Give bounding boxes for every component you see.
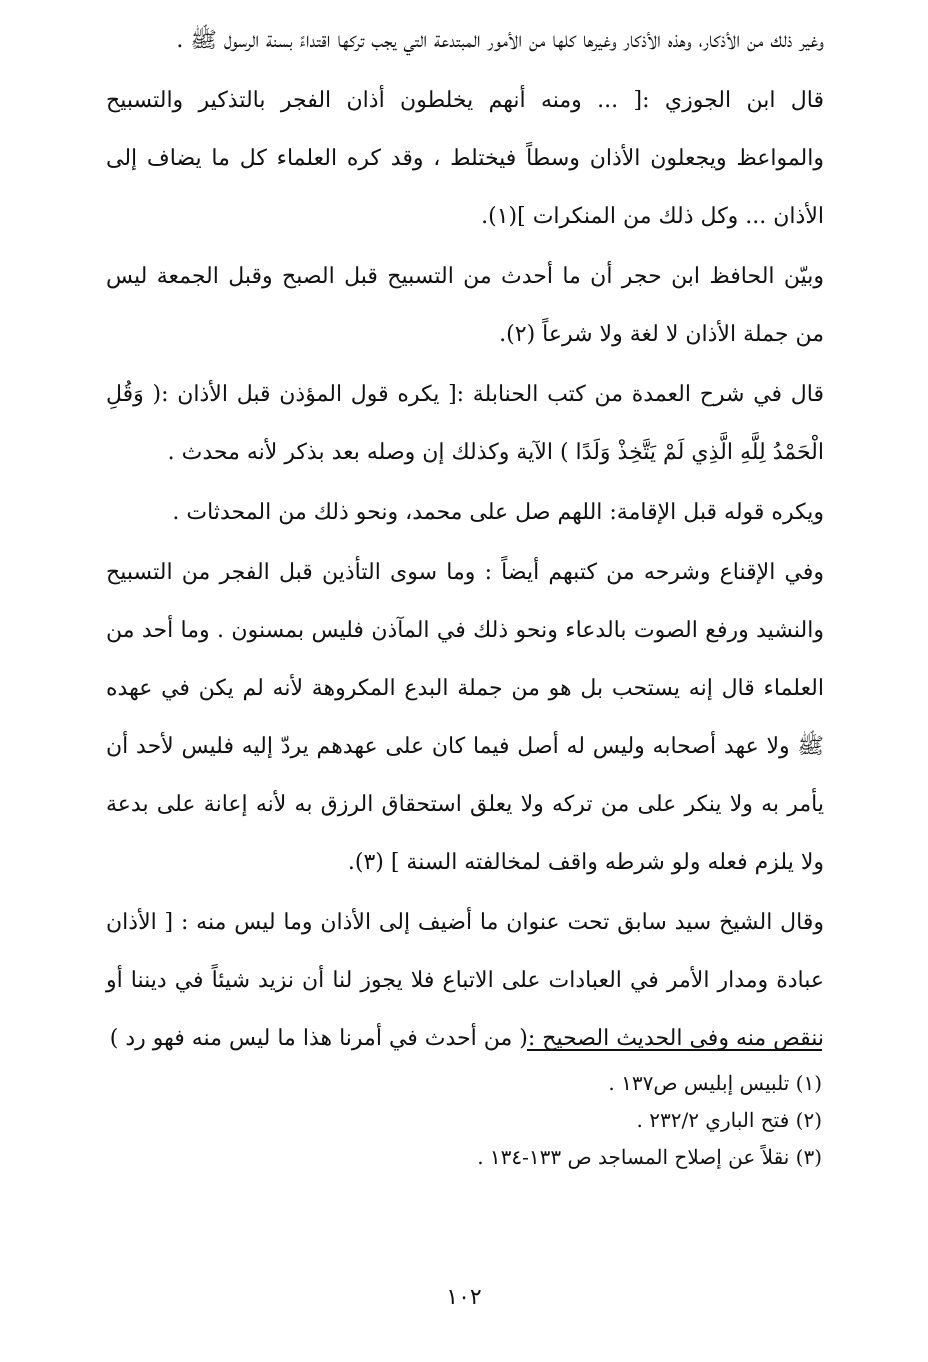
footnotes bbox=[106, 1065, 822, 1176]
paragraph-3: وبيّن الحافظ ابن حجر أن ما أحدث من التسبيح قبل الصبح وقبل الجمعة ليس من جملة الأذان لا لغة ولا شرعاً (٢). bbox=[106, 264, 824, 347]
footnote-2: (٢) فتح الباري ٢٣٢/٢ . bbox=[636, 1108, 822, 1132]
footnote-1: (١) تلبيس إبليس ص١٣٧ . bbox=[608, 1071, 822, 1095]
footnote-3: (٣) نقلاً عن إصلاح المساجد ص ١٣٣-١٣٤ . bbox=[477, 1145, 822, 1169]
paragraph-7: وقال الشيخ سيد سابق تحت عنوان ما أضيف إلى الأذان وما ليس منه : [ الأذان عبادة ومدار الأمر في العبادات على الاتباع فلا يجوز لنا أن نزيد شيئاً في ديننا أو ننقص منه وفي الحديث الصحيح :( من أحدث في أمرنا هذا ما ليس منه فهو رد ) bbox=[106, 910, 824, 1051]
main-text bbox=[106, 12, 824, 1070]
paragraph-6: وفي الإقناع وشرحه من كتبهم أيضاً : وما سوى التأذين قبل الفجر من التسبيح والنشيد ورفع الصوت بالدعاء ونحو ذلك في المآذن فليس بمسنون . وما أحد من العلماء قال إنه يستحب بل هو من جملة البدع المكروهة لأنه لم يكن في عهده ﷺ ولا عهد أصحابه وليس له أصل فيما كان على عهدهم يردّ إليه فليس لأحد أن يأمر به ولا ينكر على من تركه ولا يعلق استحقاق الرزق به لأنه إعانة على بدعة ولا يلزم فعله ولو شرطه واقف لمخالفته السنة ] (٣). bbox=[106, 560, 824, 875]
paragraph-1: وغير ذلك من الأذكار، وهذه الأذكار وغيرها كلها من الأمور المبتدعة التي يجب تركها اقتداءً بسنة الرسول ﷺ . bbox=[176, 28, 824, 53]
footnote-divider bbox=[527, 1049, 822, 1051]
paragraph-2: قال ابن الجوزي :[ ... ومنه أنهم يخلطون أذان الفجر بالتذكير والتسبيح والمواعظ ويجعلون الأذان وسطاً فيختلط ، وقد كره العلماء كل ما يضاف إلى الأذان ... وكل ذلك من المنكرات ](١). bbox=[106, 88, 824, 229]
page-number: ١٠٢ bbox=[446, 1285, 482, 1310]
paragraph-4: قال في شرح العمدة من كتب الحنابلة :[ يكره قول المؤذن قبل الأذان :( وَقُلِ الْحَمْدُ لِلَّهِ الَّذِي لَمْ يَتَّخِذْ وَلَدًا ) الآية وكذلك إن وصله بعد بذكر لأنه محدث . bbox=[106, 382, 824, 465]
paragraph-5: ويكره قوله قبل الإقامة: اللهم صل على محمد، ونحو ذلك من المحدثات . bbox=[172, 500, 824, 525]
